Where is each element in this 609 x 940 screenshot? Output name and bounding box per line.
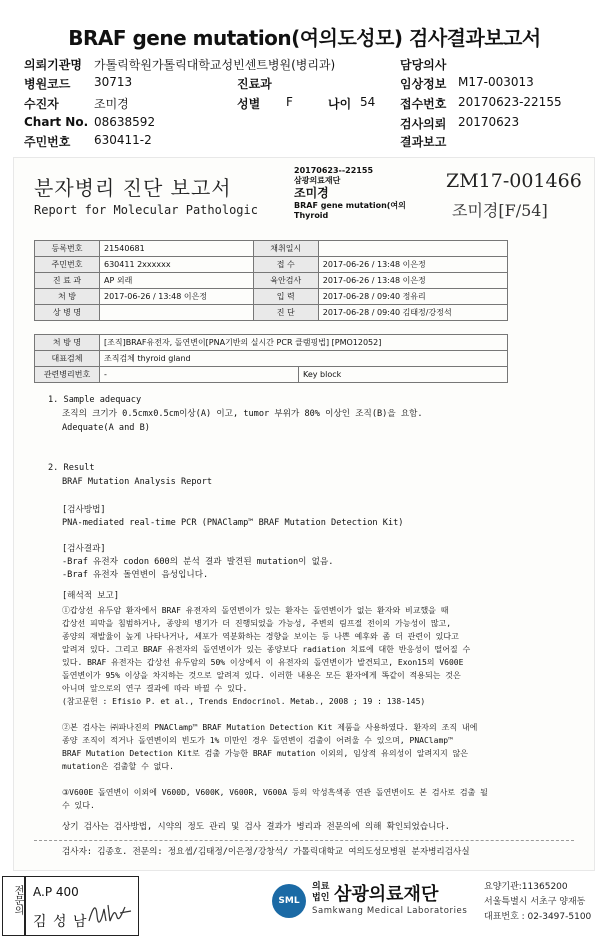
interp-head: [해석적 보고] — [62, 591, 120, 601]
sml-logo-icon: SML — [272, 884, 306, 918]
signers-text: 검사자: 김종호. 전문의: 정요셉/김태정/이은정/강창석/ 가톨릭대학교 여의도성모병원 분자병리검사실 — [62, 847, 470, 857]
value-patient: 조미경 — [94, 97, 129, 111]
label-clinical-info: 임상정보 — [400, 77, 447, 91]
row-value — [100, 305, 254, 321]
interpretation-line: mutation은 검출할 수 없다. — [62, 762, 174, 771]
stamp-name: 김 성 남 — [33, 914, 88, 930]
org-type-2: 법인 — [312, 893, 330, 903]
interpretation-line — [62, 773, 488, 786]
interpretation-text — [62, 604, 488, 812]
interpretation-line: 아니며 앞으로의 연구 결과에 따라 바뀔 수 있다. — [62, 684, 248, 693]
result-head: [검사결과] — [62, 544, 106, 554]
order-table — [34, 334, 508, 383]
specimen-row — [35, 351, 508, 367]
row-value: 630411 2xxxxxx — [100, 257, 254, 273]
signature-icon — [87, 899, 133, 927]
label-receipt-no: 접수번호 — [400, 97, 447, 111]
section-sample-line2: Adequate(A and B) — [62, 423, 150, 433]
value-resident-no: 630411-2 — [94, 133, 152, 147]
label-number: 20170623--22155 — [294, 166, 374, 175]
registration-row — [35, 305, 508, 321]
value-clinical-info: M17-003013 — [458, 75, 534, 89]
value-receipt-no: 20170623-22155 — [458, 95, 562, 109]
footer — [0, 872, 609, 940]
interpretation-line: ①갑상선 유두암 환자에서 BRAF 유전자의 돌연변이가 있는 환자는 돌연변이가 없는 환자와 비교했을 때 — [62, 606, 449, 615]
row-value — [318, 241, 507, 257]
order-row — [35, 335, 508, 351]
interpretation-line: 수 있다. — [62, 801, 95, 810]
specimen-label — [294, 166, 406, 221]
row-value: 2017-06-28 / 09:40 정유리 — [318, 289, 507, 305]
order-value: [조직]BRAF유전자, 돌연변이[PNA기반의 실시간 PCR 클램핑법] [PMO12052] — [100, 335, 508, 351]
label-department: 진료과 — [237, 77, 272, 91]
label-specimen: Thyroid — [294, 211, 329, 220]
label-request-date: 검사의뢰 — [400, 117, 447, 131]
interpretation-line: ③V600E 돌연변이 이외에 V600D, V600K, V600R, V600A 등의 악성흑색종 연관 돌연변이도 본 검사로 검출 될 — [62, 788, 488, 797]
org-code: 요양기관:11365200 — [484, 882, 568, 892]
interpretation-line: 종양 조직이 적거나 돌연변이의 빈도가 1% 미만인 경우 돌연변이 검출이 어려울 수 있으며, PNAClamp™ — [62, 736, 453, 745]
label-resident-no: 주민번호 — [24, 135, 71, 149]
row-label: 채취일시 — [253, 241, 318, 257]
label-chart-no: Chart No. — [24, 115, 89, 129]
row-label: 입 력 — [253, 289, 318, 305]
row-label: 진 단 — [253, 305, 318, 321]
report-title: BRAF gene mutation(여의도성모) 검사결과보고서 — [68, 26, 541, 50]
row-label: 처 방 — [35, 289, 100, 305]
value-age: 54 — [360, 95, 376, 109]
stamp-label: 전문의 — [12, 885, 23, 915]
row-value: AP 외래 — [100, 273, 254, 289]
label-hospital-code: 병원코드 — [24, 77, 71, 91]
patient-tag: 조미경[F/54] — [452, 201, 548, 220]
interpretation-line: 있다. BRAF 유전자는 갑상선 유두암의 50% 이상에서 이 유전자의 돌연변이가 발견되고, Exon15의 V600E — [62, 658, 464, 667]
label-patient: 수진자 — [24, 97, 59, 111]
report-title-ko: 분자병리 진단 보고서 — [34, 176, 232, 200]
row-label: 등록번호 — [35, 241, 100, 257]
value-institution: 가톨릭학원가톨릭대학교성빈센트병원(병리과) — [94, 58, 336, 72]
label-name: 조미경 — [294, 186, 329, 200]
interpretation-line: 돌연변이가 95% 이상을 차지하는 것으로 알려져 있다. 이러한 내용은 모든 환자에게 똑같이 적용되는 것은 — [62, 671, 461, 680]
value-sex: F — [286, 95, 293, 109]
row-value: 2017-06-28 / 09:40 김태정/강정석 — [318, 305, 507, 321]
label-doctor: 담당의사 — [400, 58, 447, 72]
scanned-report — [14, 158, 594, 870]
registration-row — [35, 273, 508, 289]
stamp-code: A.P 400 — [33, 885, 79, 899]
section-result-title: 2. Result — [48, 463, 95, 473]
related-value: - — [100, 367, 299, 383]
org-contact — [484, 880, 591, 925]
org-type-1: 의료 — [312, 882, 330, 892]
method-text: PNA-mediated real-time PCR (PNAClamp™ BRAF Mutation Detection Kit) — [62, 518, 404, 528]
interpretation-line: 갑상선 피막을 침범하거나, 종양의 병기가 더 진행되었을 가능성, 주변의 림프절 전이의 가능성이 많고, — [62, 619, 452, 628]
report-title-en: Report for Molecular Pathologic — [34, 203, 258, 217]
org-address: 서울특별시 서초구 양재동 — [484, 897, 586, 907]
interpretation-line: (참고문헌 : Efisio P. et al., Trends Endocrinol. Metab., 2008 ; 19 : 138-145) — [62, 697, 426, 706]
row-value: 2017-06-26 / 13:48 이은정 — [318, 257, 507, 273]
row-value: 21540681 — [100, 241, 254, 257]
row-label: 육안검사 — [253, 273, 318, 289]
value-hospital-code: 30713 — [94, 75, 133, 89]
label-age: 나이 — [328, 97, 352, 111]
registration-row — [35, 257, 508, 273]
case-number: ZM17-001466 — [446, 170, 582, 192]
specimen-value: 조직검체 thyroid gland — [100, 351, 508, 367]
closing-text: 상기 검사는 검사방법, 시약의 정도 관리 및 검사 결과가 병리과 전문의에 의해 확인되었습니다. — [62, 822, 450, 832]
org-name: 삼광의료재단 — [334, 884, 439, 905]
related-row — [35, 367, 508, 383]
section-result-sub: BRAF Mutation Analysis Report — [62, 477, 213, 487]
interpretation-line: ②본 검사는 ㈜파나진의 PNAClamp™ BRAF Mutation Detection Kit 제품을 사용하였다. 환자의 조직 내에 — [62, 723, 478, 732]
interpretation-line — [62, 708, 488, 721]
label-sex: 성별 — [237, 97, 261, 111]
specimen-label-cell: 대표검체 — [35, 351, 100, 367]
related-label: 관련병리번호 — [35, 367, 100, 383]
registration-table — [34, 240, 508, 321]
order-label: 처 방 명 — [35, 335, 100, 351]
section-sample-title: 1. Sample adequacy — [48, 395, 142, 405]
value-request-date: 20170623 — [458, 115, 520, 129]
row-value: 2017-06-26 / 13:48 이은정 — [100, 289, 254, 305]
row-label: 접 수 — [253, 257, 318, 273]
method-head: [검사방법] — [62, 505, 106, 515]
signature-divider — [34, 840, 574, 841]
org-type — [312, 882, 329, 904]
key-block: Key block — [299, 367, 508, 383]
row-label: 주민번호 — [35, 257, 100, 273]
label-org: 삼광의료재단 — [294, 176, 341, 185]
interpretation-line: 알려져 있다. 그리고 BRAF 유전자의 돌연변이가 있는 종양보다 radiation 치료에 대한 반응성이 떨어질 수 — [62, 645, 471, 654]
result-line-2: -Braf 유전자 돌연변이 음성입니다. — [62, 570, 209, 580]
result-line-1: -Braf 유전자 codon 600의 분석 결과 발견된 mutation이 없음. — [62, 557, 334, 567]
interpretation-line: 종양의 재발율이 높게 나타나거나, 세포가 역분화하는 경향을 보이는 등 나쁜 예후와 좀 더 관련이 있다고 — [62, 632, 459, 641]
specialist-stamp-label-box — [2, 876, 26, 936]
value-chart-no: 08638592 — [94, 115, 156, 129]
org-phone: 대표번호 : 02-3497-5100 — [484, 912, 592, 922]
org-name-en: Samkwang Medical Laboratories — [312, 906, 468, 916]
label-institution: 의뢰기관명 — [24, 58, 82, 72]
row-label: 진 료 과 — [35, 273, 100, 289]
row-label: 상 병 명 — [35, 305, 100, 321]
registration-row — [35, 289, 508, 305]
interpretation-line: BRAF Mutation Detection Kit로 검출 가능한 BRAF mutation 이외의, 임상적 유의성이 알려지지 않은 — [62, 749, 469, 758]
label-result-report: 결과보고 — [400, 135, 447, 149]
section-sample-line1: 조직의 크기가 0.5cmx0.5cm이상(A) 이고, tumor 부위가 80% 이상인 조직(B)을 요함. — [62, 409, 423, 419]
specialist-stamp — [24, 876, 139, 936]
row-value: 2017-06-26 / 13:48 이은정 — [318, 273, 507, 289]
registration-row — [35, 241, 508, 257]
label-test: BRAF gene mutation(여의 — [294, 201, 406, 210]
